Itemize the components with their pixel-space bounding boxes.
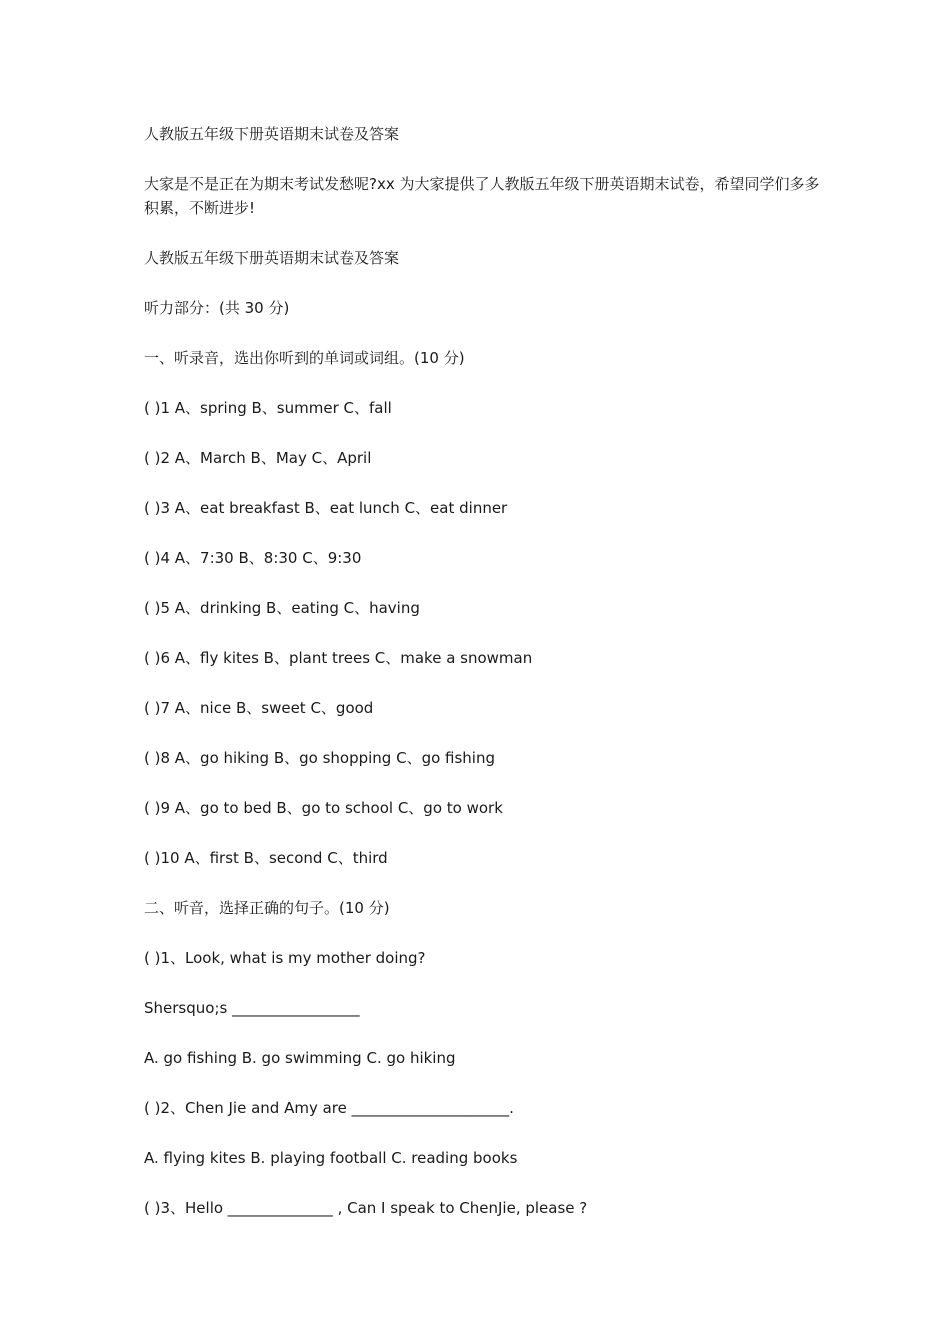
question-1-2: ( )2 A、March B、May C、April <box>144 449 372 467</box>
part-heading-listening: 听力部分：(共 30 分) <box>144 299 290 317</box>
question-2-2: ( )2、Chen Jie and Amy are _____________________. <box>144 1099 514 1117</box>
question-2-1: ( )1、Look, what is my mother doing? <box>144 949 426 967</box>
question-1-5: ( )5 A、drinking B、eating C、having <box>144 599 420 617</box>
answer-line-2-1: Shersquo;s _________________ <box>144 999 360 1017</box>
question-1-1: ( )1 A、spring B、summer C、fall <box>144 399 392 417</box>
question-1-4: ( )4 A、7:30 B、8:30 C、9:30 <box>144 549 362 567</box>
section-heading-2: 二、听音，选择正确的句子。(10 分) <box>144 899 390 917</box>
question-1-10: ( )10 A、first B、second C、third <box>144 849 388 867</box>
question-1-8: ( )8 A、go hiking B、go shopping C、go fishing <box>144 749 496 767</box>
question-1-9: ( )9 A、go to bed B、go to school C、go to work <box>144 799 503 817</box>
question-1-3: ( )3 A、eat breakfast B、eat lunch C、eat dinner <box>144 499 508 517</box>
question-1-7: ( )7 A、nice B、sweet C、good <box>144 699 374 717</box>
document-body <box>144 122 824 1246</box>
intro-paragraph: 大家是不是正在为期末考试发愁呢?xx 为大家提供了人教版五年级下册英语期末试卷，希望同学们多多积累，不断进步! <box>144 175 820 217</box>
section-heading-1: 一、听录音，选出你听到的单词或词组。(10 分) <box>144 349 465 367</box>
section-title: 人教版五年级下册英语期末试卷及答案 <box>144 249 400 267</box>
options-2-1: A. go fishing B. go swimming C. go hiking <box>144 1049 456 1067</box>
options-2-2: A. flying kites B. playing football C. reading books <box>144 1149 518 1167</box>
question-2-3: ( )3、Hello ______________ , Can I speak to ChenJie, please ? <box>144 1199 588 1217</box>
doc-title: 人教版五年级下册英语期末试卷及答案 <box>144 125 400 143</box>
question-1-6: ( )6 A、fly kites B、plant trees C、make a snowman <box>144 649 533 667</box>
